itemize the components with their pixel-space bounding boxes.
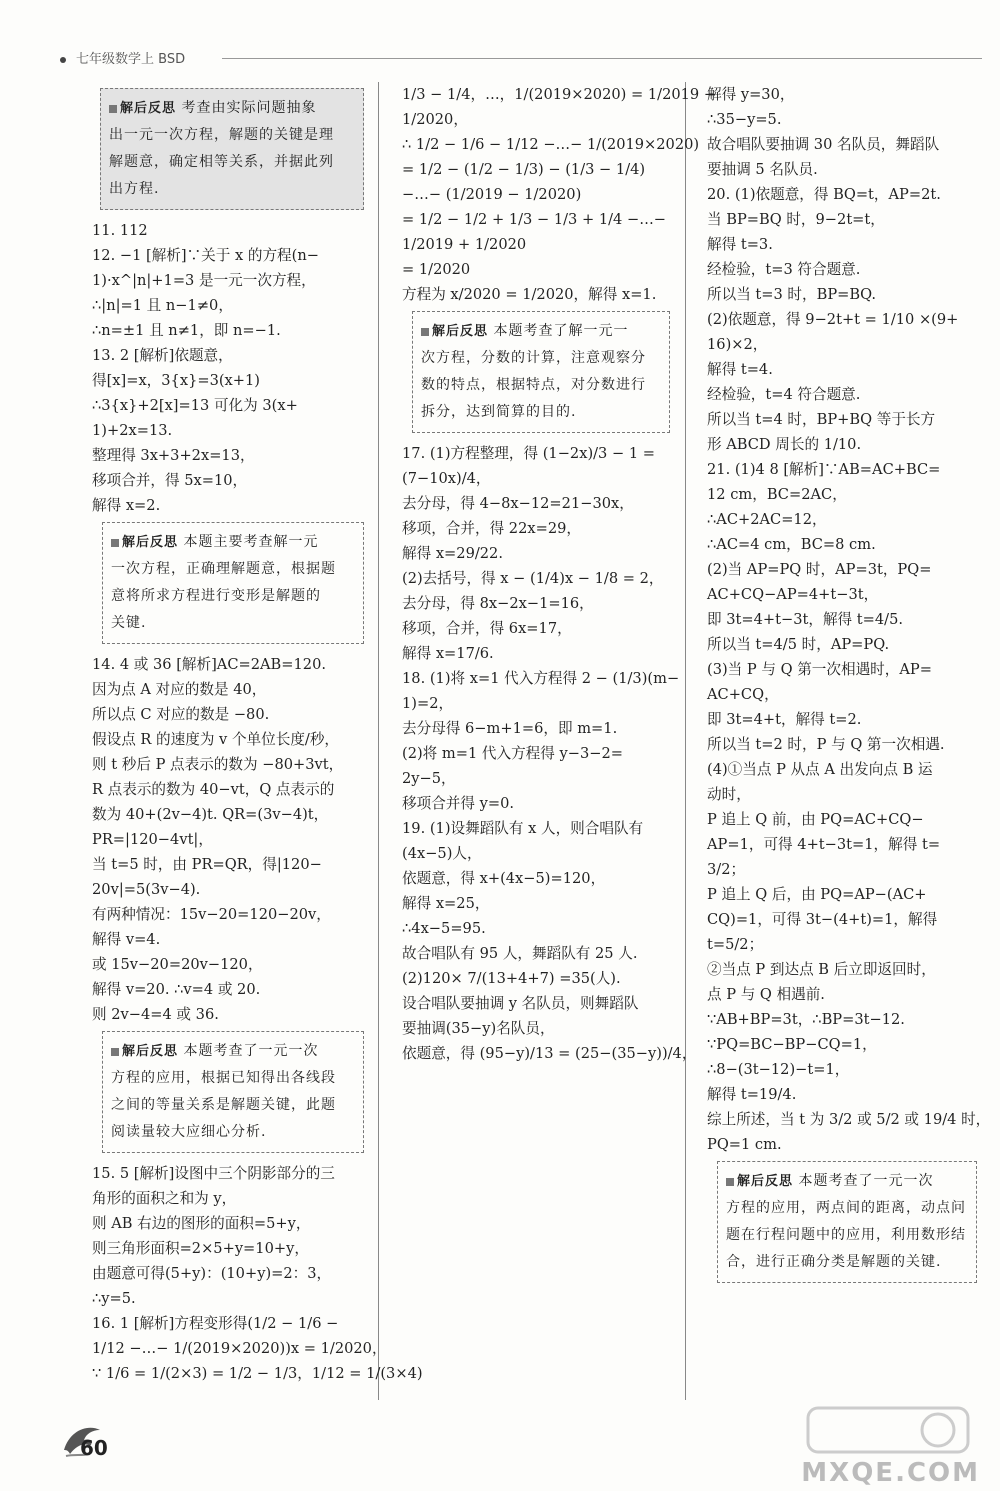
text-line: 有两种情况：15v−20=120−20v，: [92, 906, 331, 923]
text-line: ∴8−(3t−12)−t=1，: [707, 1061, 850, 1078]
solution-block: [92, 652, 364, 1027]
text-line: ∴y=5.: [92, 1290, 136, 1307]
text-line: 因为点 A 对应的数是 40，: [92, 681, 267, 698]
text-line: 14. 4 或 36 [解析]AC=2AB=120.: [92, 656, 326, 673]
text-line: 经检验，t=4 符合题意.: [707, 386, 861, 403]
text-line: 解得 t=4.: [707, 361, 773, 378]
reflection-box: [102, 522, 364, 644]
text-line: 1/2020，: [402, 111, 468, 128]
page-header: [60, 48, 185, 67]
text-line: ∴AC=4 cm，BC=8 cm.: [707, 536, 876, 553]
text-line: 假设点 R 的速度为 v 个单位长度/秒，: [92, 731, 340, 748]
text-line: 18. (1)将 x=1 代入方程得 2 − (1/3)(m−: [402, 670, 680, 687]
reflection-line: 方程的应用，根据已知得出各线段: [111, 1070, 336, 1086]
text-line: = 1/2 − (1/2 − 1/3) − (1/3 − 1/4): [402, 161, 646, 178]
text-line: ∴n=±1 且 n≠1，即 n=−1.: [92, 322, 281, 339]
text-line: 去分母得 6−m+1=6，即 m=1.: [402, 720, 618, 737]
text-line: 移项，合并，得 22x=29，: [402, 520, 581, 537]
reflection-line: 解后反思 本题考查了一元一次: [111, 1038, 355, 1065]
text-line: AC+CQ−AP=4+t−3t，: [707, 586, 879, 603]
text-line: 所以当 t=4 时，BP+BQ 等于长方: [707, 411, 936, 428]
text-line: ∴ 1/2 − 1/6 − 1/12 −…− 1/(2019×2020): [402, 136, 700, 153]
text-line: 移项，合并，得 6x=17，: [402, 620, 572, 637]
text-line: P 追上 Q 前，由 PQ=AC+CQ−: [707, 811, 924, 828]
text-line: 16. 1 [解析]方程变形得(1/2 − 1/6 −: [92, 1315, 339, 1332]
text-line: 角形的面积之和为 y，: [92, 1190, 237, 1207]
reflection-line: 解后反思 本题考查了解一元一: [421, 318, 661, 345]
text-line: AP=1，可得 4+t−3t=1，解得 t=: [707, 836, 941, 853]
solution-block: [92, 1161, 423, 1386]
text-line: (3)当 P 与 Q 第一次相遇时，AP=: [707, 661, 932, 678]
reflection-line: 方程的应用，两点间的距离，动点问: [726, 1200, 966, 1216]
text-line: 12 cm，BC=2AC，: [707, 486, 847, 503]
text-line: 19. (1)设舞蹈队有 x 人，则合唱队有: [402, 820, 644, 837]
text-line: ∴35−y=5.: [707, 111, 782, 128]
reflection-box: [717, 1161, 977, 1283]
text-line: ∴4x−5=95.: [402, 920, 486, 937]
text-line: 移项合并得 y=0.: [402, 795, 515, 812]
column-divider: [685, 82, 686, 1400]
text-line: PQ=1 cm.: [707, 1136, 782, 1153]
text-line: 1/3 − 1/4，…，1/(2019×2020) = 1/2019 −: [402, 86, 717, 103]
text-line: 所以当 t=2 时，P 与 Q 第一次相遇.: [707, 736, 945, 753]
reflection-line: 出方程.: [109, 181, 160, 197]
reflection-tag: 解后反思: [109, 101, 176, 116]
reflection-line: 解后反思 考查由实际问题抽象: [109, 95, 355, 122]
text-line: ∵PQ=BC−BP−CQ=1，: [707, 1036, 877, 1053]
text-line: 数为 40+(2v−4)t. QR=(3v−4)t，: [92, 806, 329, 823]
text-line: 即 3t=4+t−3t，解得 t=4/5.: [707, 611, 904, 628]
text-line: 综上所述，当 t 为 3/2 或 5/2 或 19/4 时，: [707, 1111, 991, 1128]
text-line: 故合唱队有 95 人，舞蹈队有 25 人.: [402, 945, 638, 962]
text-line: ∵ 1/6 = 1/(2×3) = 1/2 − 1/3，1/12 = 1/(3×4): [92, 1365, 423, 1382]
text-line: 去分母，得 4−8x−12=21−30x，: [402, 495, 634, 512]
reflection-line: 关键.: [111, 615, 147, 631]
column-3: [707, 82, 991, 1291]
text-line: 当 t=5 时，由 PR=QR，得|120−: [92, 856, 322, 873]
text-line: 15. 5 [解析]设图中三个阴影部分的三: [92, 1165, 335, 1182]
text-line: 依题意，得 x+(4x−5)=120，: [402, 870, 606, 887]
text-line: 解得 x=29/22.: [402, 545, 503, 562]
text-line: 设合唱队要抽调 y 名队员，则舞蹈队: [402, 995, 639, 1012]
watermark-text: MXQE.COM: [801, 1458, 980, 1488]
text-line: t=5/2；: [707, 936, 764, 953]
text-line: 点 P 与 Q 相遇前.: [707, 986, 825, 1003]
text-line: 所以当 t=3 时，BP=BQ.: [707, 286, 876, 303]
text-line: 解得 x=17/6.: [402, 645, 494, 662]
text-line: ∴3{x}+2[x]=13 可化为 3(x+: [92, 397, 298, 414]
reflection-line: 解题意，确定相等关系，并据此列: [109, 154, 334, 170]
text-line: 经检验，t=3 符合题意.: [707, 261, 861, 278]
text-line: 12. −1 [解析]∵关于 x 的方程(n−: [92, 247, 319, 264]
text-line: 20v|=5(3v−4).: [92, 881, 201, 898]
text-line: (7−10x)/4，: [402, 470, 491, 487]
text-line: (2)去括号，得 x − (1/4)x − 1/8 = 2，: [402, 570, 664, 587]
text-line: 形 ABCD 周长的 1/10.: [707, 436, 862, 453]
text-line: = 1/2020: [402, 261, 471, 278]
text-line: ②当点 P 到达点 B 后立即返回时，: [707, 961, 936, 978]
text-line: 或 15v−20=20v−120，: [92, 956, 263, 973]
text-line: 所以当 t=4/5 时，AP=PQ.: [707, 636, 890, 653]
text-line: 则 t 秒后 P 点表示的数为 −80+3vt，: [92, 756, 344, 773]
text-line: 要抽调 5 名队员.: [707, 161, 818, 178]
reflection-tag: 解后反思: [726, 1174, 793, 1189]
column-divider: [378, 82, 379, 1400]
reflection-line: 解后反思 本题考查了一元一次: [726, 1168, 968, 1195]
text-line: 所以点 C 对应的数是 −80.: [92, 706, 270, 723]
solution-block: [92, 218, 364, 518]
text-line: (2)依题意，得 9−2t+t = 1/10 ×(9+: [707, 311, 959, 328]
reflection-box: [102, 1031, 364, 1153]
text-line: (2)120× 7/(13+4+7) =35(人).: [402, 970, 621, 987]
text-line: 由题意可得(5+y)：(10+y)=2：3，: [92, 1265, 332, 1282]
text-line: 1)·x^|n|+1=3 是一元一次方程，: [92, 272, 316, 289]
text-line: −…− (1/2019 − 1/2020): [402, 186, 582, 203]
text-line: 去分母，得 8x−2x−1=16，: [402, 595, 594, 612]
text-line: 得[x]=x，3{x}=3(x+1): [92, 372, 260, 389]
text-line: (4x−5)人，: [402, 845, 482, 862]
reflection-box: [100, 88, 364, 210]
text-line: 1/2019 + 1/2020: [402, 236, 527, 253]
reflection-line: 出一元一次方程，解题的关键是理: [109, 127, 334, 143]
text-line: PR=|120−4vt|，: [92, 831, 213, 848]
text-line: 移项合并，得 5x=10，: [92, 472, 248, 489]
text-line: 故合唱队要抽调 30 名队员，舞蹈队: [707, 136, 940, 153]
text-line: 1)=2，: [402, 695, 454, 712]
text-line: 16)×2，: [707, 336, 768, 353]
reflection-line: 解后反思 本题主要考查解一元: [111, 529, 355, 556]
text-line: 13. 2 [解析]依题意，: [92, 347, 233, 364]
solution-block: [402, 82, 717, 307]
reflection-tag: 解后反思: [111, 1044, 178, 1059]
text-line: AC+CQ，: [707, 686, 779, 703]
text-line: 21. (1)4 8 [解析]∵AB=AC+BC=: [707, 461, 941, 478]
reflection-line: 意将所求方程进行变形是解题的: [111, 588, 321, 604]
page-number: 60: [80, 1436, 108, 1460]
text-line: 整理得 3x+3+2x=13，: [92, 447, 255, 464]
text-line: 解得 t=19/4.: [707, 1086, 797, 1103]
text-line: 11. 112: [92, 222, 148, 239]
column-2: [402, 82, 717, 1066]
reflection-line: 数的特点，根据特点，对分数进行: [421, 377, 646, 393]
text-line: 1)+2x=13.: [92, 422, 173, 439]
text-line: CQ)=1，可得 3t−(4+t)=1，解得: [707, 911, 938, 928]
column-1: [92, 82, 423, 1386]
solution-block: [402, 441, 697, 1066]
reflection-line: 次方程，分数的计算，注意观察分: [421, 350, 646, 366]
text-line: 解得 v=20. ∴v=4 或 20.: [92, 981, 261, 998]
text-line: 解得 v=4.: [92, 931, 161, 948]
text-line: 解得 t=3.: [707, 236, 773, 253]
text-line: 当 BP=BQ 时，9−2t=t，: [707, 211, 885, 228]
text-line: 17. (1)方程整理，得 (1−2x)/3 − 1 =: [402, 445, 655, 462]
reflection-tag: 解后反思: [421, 324, 488, 339]
text-line: R 点表示的数为 40−vt，Q 点表示的: [92, 781, 335, 798]
text-line: 方程为 x/2020 = 1/2020，解得 x=1.: [402, 286, 657, 303]
text-line: 要抽调(35−y)名队员，: [402, 1020, 555, 1037]
header-title: 七年级数学上 BSD: [76, 52, 186, 67]
reflection-box: [412, 311, 670, 433]
text-line: ∵AB+BP=3t，∴BP=3t−12.: [707, 1011, 905, 1028]
text-line: 则三角形面积=2×5+y=10+y，: [92, 1240, 309, 1257]
watermark-logo-icon: [798, 1400, 978, 1460]
reflection-line: 拆分，达到简算的目的.: [421, 404, 577, 420]
reflection-tag: 解后反思: [111, 535, 178, 550]
text-line: 动时，: [707, 786, 751, 803]
text-line: 解得 x=2.: [92, 497, 161, 514]
reflection-line: 一次方程，正确理解题意，根据题: [111, 561, 336, 577]
text-line: (2)将 m=1 代入方程得 y−3−2=: [402, 745, 624, 762]
reflection-line: 阅读量较大应细心分析.: [111, 1124, 267, 1140]
text-line: 20. (1)依题意，得 BQ=t，AP=2t.: [707, 186, 941, 203]
text-line: 依题意，得 (95−y)/13 = (25−(35−y))/4，: [402, 1045, 697, 1062]
text-line: 解得 y=30，: [707, 86, 795, 103]
text-line: = 1/2 − 1/2 + 1/3 − 1/3 + 1/4 −…−: [402, 211, 667, 228]
solution-block: [707, 82, 991, 1157]
text-line: 即 3t=4+t，解得 t=2.: [707, 711, 862, 728]
text-line: 3/2；: [707, 861, 746, 878]
text-line: ∴AC+2AC=12，: [707, 511, 827, 528]
header-rule: [222, 58, 982, 59]
text-line: 1/12 −…− 1/(2019×2020))x = 1/2020，: [92, 1340, 387, 1357]
text-line: (2)当 AP=PQ 时，AP=3t，PQ=: [707, 561, 932, 578]
reflection-line: 题在行程问题中的应用，利用数形结: [726, 1227, 966, 1243]
text-line: P 追上 Q 后，由 PQ=AP−(AC+: [707, 886, 927, 903]
text-line: 解得 x=25，: [402, 895, 490, 912]
text-line: ∴|n|=1 且 n−1≠0，: [92, 297, 233, 314]
bullet-icon: [60, 57, 66, 63]
reflection-line: 之间的等量关系是解题关键，此题: [111, 1097, 336, 1113]
reflection-line: 合，进行正确分类是解题的关键.: [726, 1254, 942, 1270]
text-line: 则 2v−4=4 或 36.: [92, 1006, 219, 1023]
text-line: 则 AB 右边的图形的面积=5+y，: [92, 1215, 311, 1232]
text-line: (4)①当点 P 从点 A 出发向点 B 运: [707, 761, 933, 778]
text-line: 2y−5，: [402, 770, 456, 787]
